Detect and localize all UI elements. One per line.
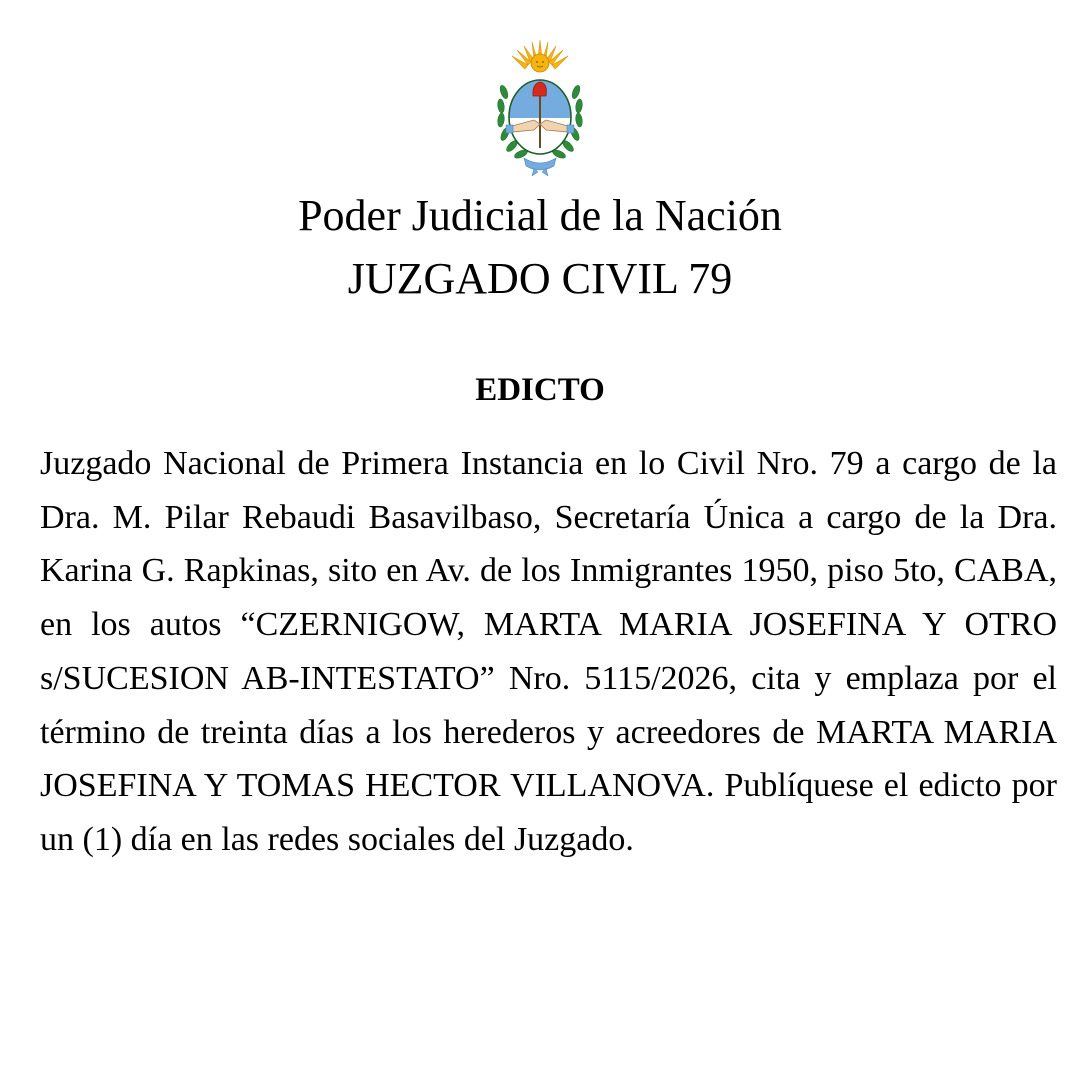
argentine-coat-of-arms-icon xyxy=(494,38,586,178)
court-name: JUZGADO CIVIL 79 xyxy=(347,254,733,303)
document-heading: EDICTO xyxy=(475,372,605,408)
ribbon-icon xyxy=(524,158,556,170)
sun-face-icon xyxy=(531,54,549,72)
edict-body-text: Juzgado Nacional de Primera Instancia en lo Civil Nro. 79 a cargo de la Dra. M. Pilar Rebaudi Basavilbaso, Secretaría Única a cargo de la Dra. Karina G. Rapkinas, sito en Av. de los Inmigrantes 1950, piso 5to, CABA, en los autos “CZERNIGOW, MARTA MARIA JOSEFINA Y OTRO s/SUCESION AB-INTESTATO” Nro. 5115/2026, cita y emplaza por el término de treinta días a los herederos y acreedores de MARTA MARIA JOSEFINA Y TOMAS HECTOR VILLANOVA. Publíquese el edicto por un (1) día en las redes sociales del Juzgado. xyxy=(40,445,1057,858)
institution-title: Poder Judicial de la Nación xyxy=(298,191,782,240)
